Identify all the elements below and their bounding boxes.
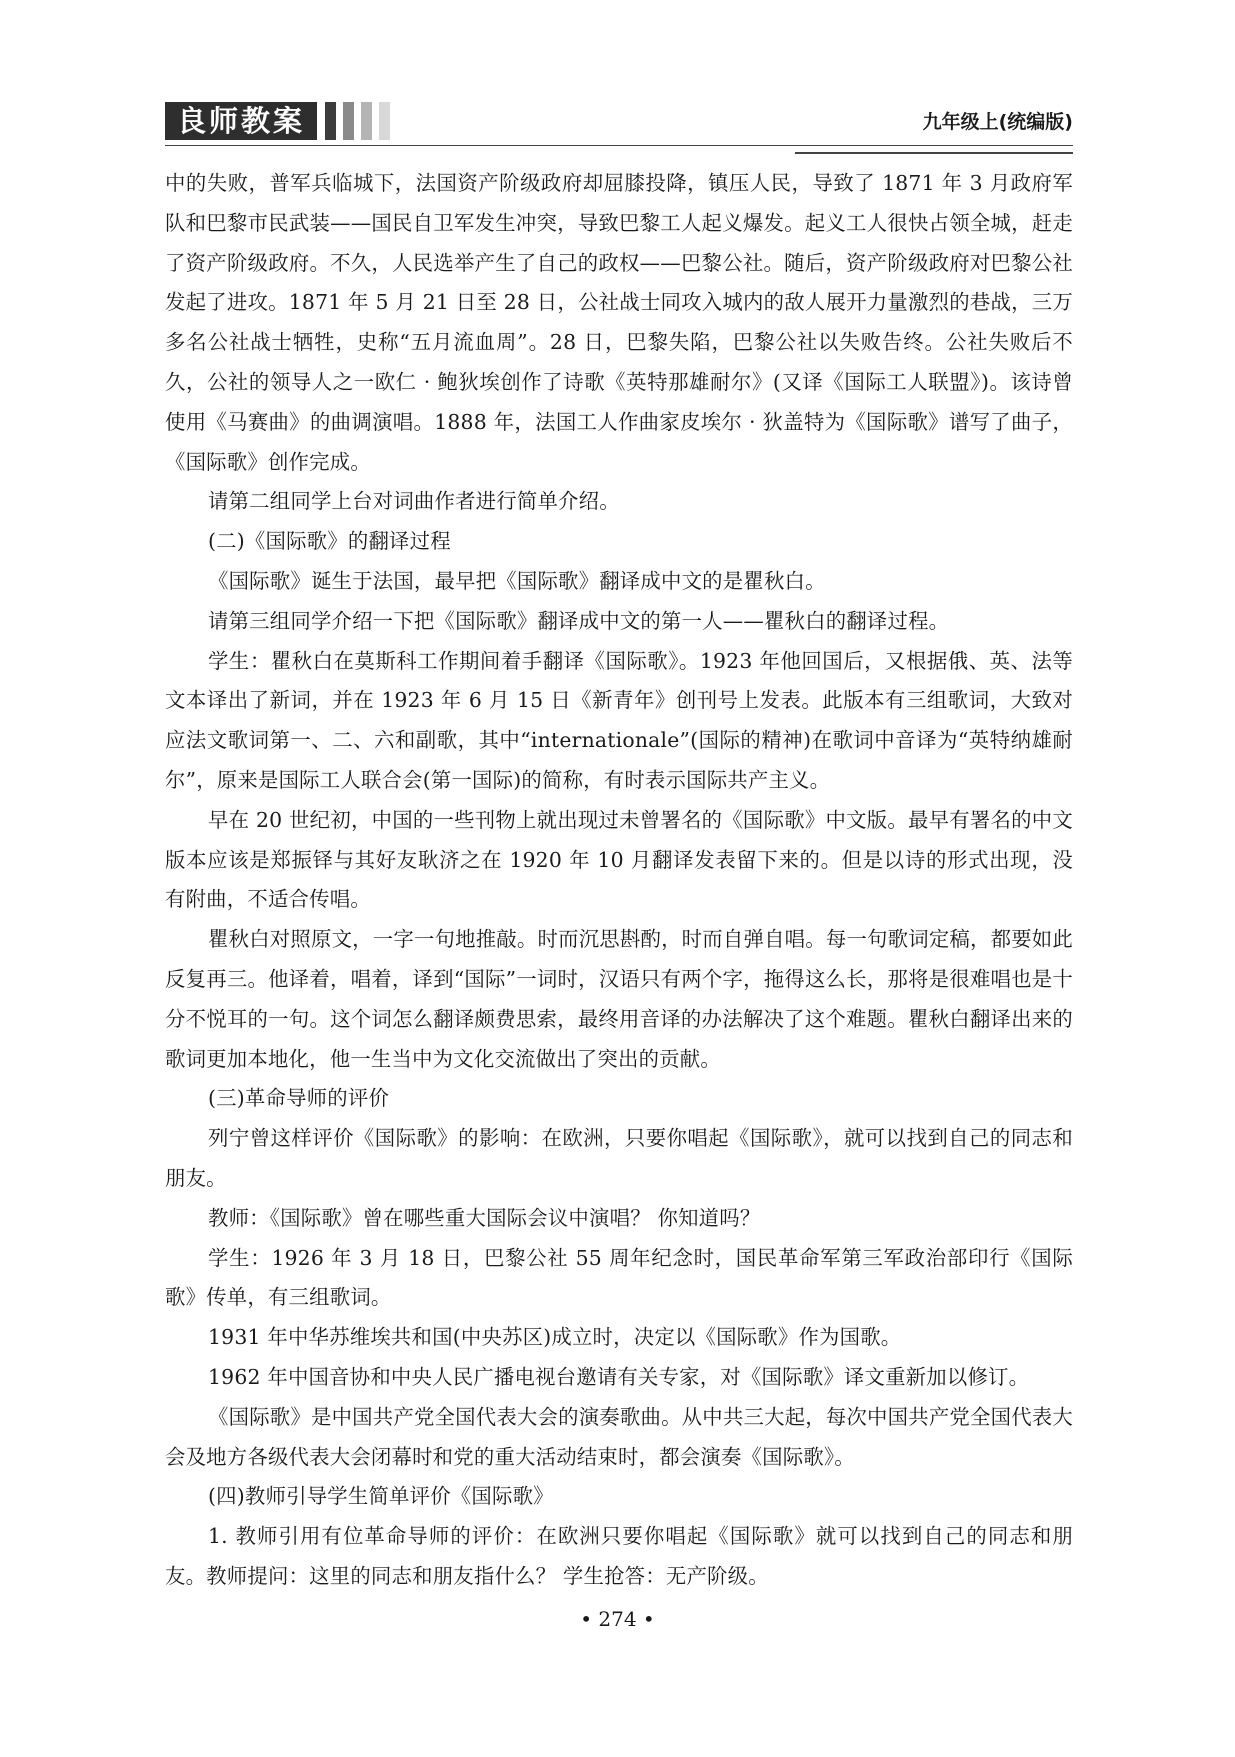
grade-label: 九年级上(统编版) <box>922 111 1073 133</box>
paragraph: 请第三组同学介绍一下把《国际歌》翻译成中文的第一人——瞿秋白的翻译过程。 <box>208 608 950 633</box>
section-heading: (四)教师引导学生简单评价《国际歌》 <box>208 1484 554 1509</box>
header-rule-accent <box>795 152 1073 154</box>
section-heading: (三)革命导师的评价 <box>208 1086 390 1111</box>
decor-bar <box>325 102 336 140</box>
paragraph: 早在 20 世纪初，中国的一些刊物上就出现过未曾署名的《国际歌》中文版。最早有署名的中文版本应该是郑振铎与其好友耿济之在 1920 年 10 月翻译发表留下来的。但是以诗的形式出现，没有附曲，不适合传唱。 <box>165 807 1073 912</box>
page-header <box>165 100 1073 144</box>
paragraph: 学生：1926 年 3 月 18 日，巴黎公社 55 周年纪念时，国民革命军第三军政治部印行《国际歌》传单，有三组歌词。 <box>165 1245 1073 1310</box>
header-rule <box>165 145 1073 146</box>
paragraph: 中的失败，普军兵临城下，法国资产阶级政府却屈膝投降，镇压人民，导致了 1871 年 3 月政府军队和巴黎市民武装——国民自卫军发生冲突，导致巴黎工人起义爆发。起义工人很快占领全城，赶走了资产阶级政府。不久，人民选举产生了自己的政权——巴黎公社。随后，资产阶级政府对巴黎公社发起了进攻。1871 年 5 月 21 日至 28 日，公社战士同攻入城内的敌人展开力量激烈的巷战，三万多名公社战士牺牲，史称“五月流血周”。28 日，巴黎失陷，巴黎公社以失败告终。公社失败后不久，公社的领导人之一欧仁 · 鲍狄埃创作了诗歌《英特那雄耐尔》(又译《国际工人联盟》)。该诗曾使用《马赛曲》的曲调演唱。1888 年，法国工人作曲家皮埃尔 · 狄盖特为《国际歌》谱写了曲子，《国际歌》创作完成。 <box>165 171 1073 474</box>
paragraph: 1. 教师引用有位革命导师的评价：在欧洲只要你唱起《国际歌》就可以找到自己的同志和朋友。教师提问：这里的同志和朋友指什么？ 学生抢答：无产阶级。 <box>165 1524 1073 1588</box>
paragraph: 列宁曾这样评价《国际歌》的影响：在欧洲，只要你唱起《国际歌》，就可以找到自己的同志和朋友。 <box>165 1126 1073 1190</box>
paragraph: 《国际歌》是中国共产党全国代表大会的演奏歌曲。从中共三大起，每次中国共产党全国代表大会及地方各级代表大会闭幕时和党的重大活动结束时，都会演奏《国际歌》。 <box>165 1404 1073 1469</box>
page-number: • 274 • <box>580 1607 655 1631</box>
paragraph: 教师：《国际歌》曾在哪些重大国际会议中演唱？ 你知道吗？ <box>208 1205 761 1230</box>
decor-bar <box>361 102 372 140</box>
decor-bar <box>379 102 390 140</box>
decor-bar <box>343 102 354 140</box>
paragraph: 1962 年中国音协和中央人民广播电视台邀请有关专家，对《国际歌》译文重新加以修订。 <box>208 1364 1030 1389</box>
paragraph: 瞿秋白对照原文，一字一句地推敲。时而沉思斟酌，时而自弹自唱。每一句歌词定稿，都要如此反复再三。他译着，唱着，译到“国际”一词时，汉语只有两个字，拖得这么长，那将是很难唱也是十分不悦耳的一句。这个词怎么翻译颇费思索，最终用音译的办法解决了这个难题。瞿秋白翻译出来的歌词更加本地化，他一生当中为文化交流做出了突出的贡献。 <box>165 927 1073 1071</box>
body-text <box>165 164 1073 1597</box>
paragraph: 《国际歌》诞生于法国，最早把《国际歌》翻译成中文的是瞿秋白。 <box>208 568 826 593</box>
paragraph: 1931 年中华苏维埃共和国(中央苏区)成立时，决定以《国际歌》作为国歌。 <box>208 1325 902 1350</box>
paragraph: 学生：瞿秋白在莫斯科工作期间着手翻译《国际歌》。1923 年他回国后，又根据俄、英、法等文本译出了新词，并在 1923 年 6 月 15 日《新青年》创刊号上发表。此版本有三组歌词，大致对应法文歌词第一、二、六和副歌，其中“internationale”(国际的精神)在歌词中音译为“英特纳雄耐尔”，原来是国际工人联合会(第一国际)的简称，有时表示国际共产主义。 <box>165 648 1073 792</box>
section-heading: (二)《国际歌》的翻译过程 <box>208 529 451 554</box>
paragraph: 请第二组同学上台对词曲作者进行简单介绍。 <box>208 489 620 514</box>
brand-logo: 良师教案 <box>165 102 317 140</box>
